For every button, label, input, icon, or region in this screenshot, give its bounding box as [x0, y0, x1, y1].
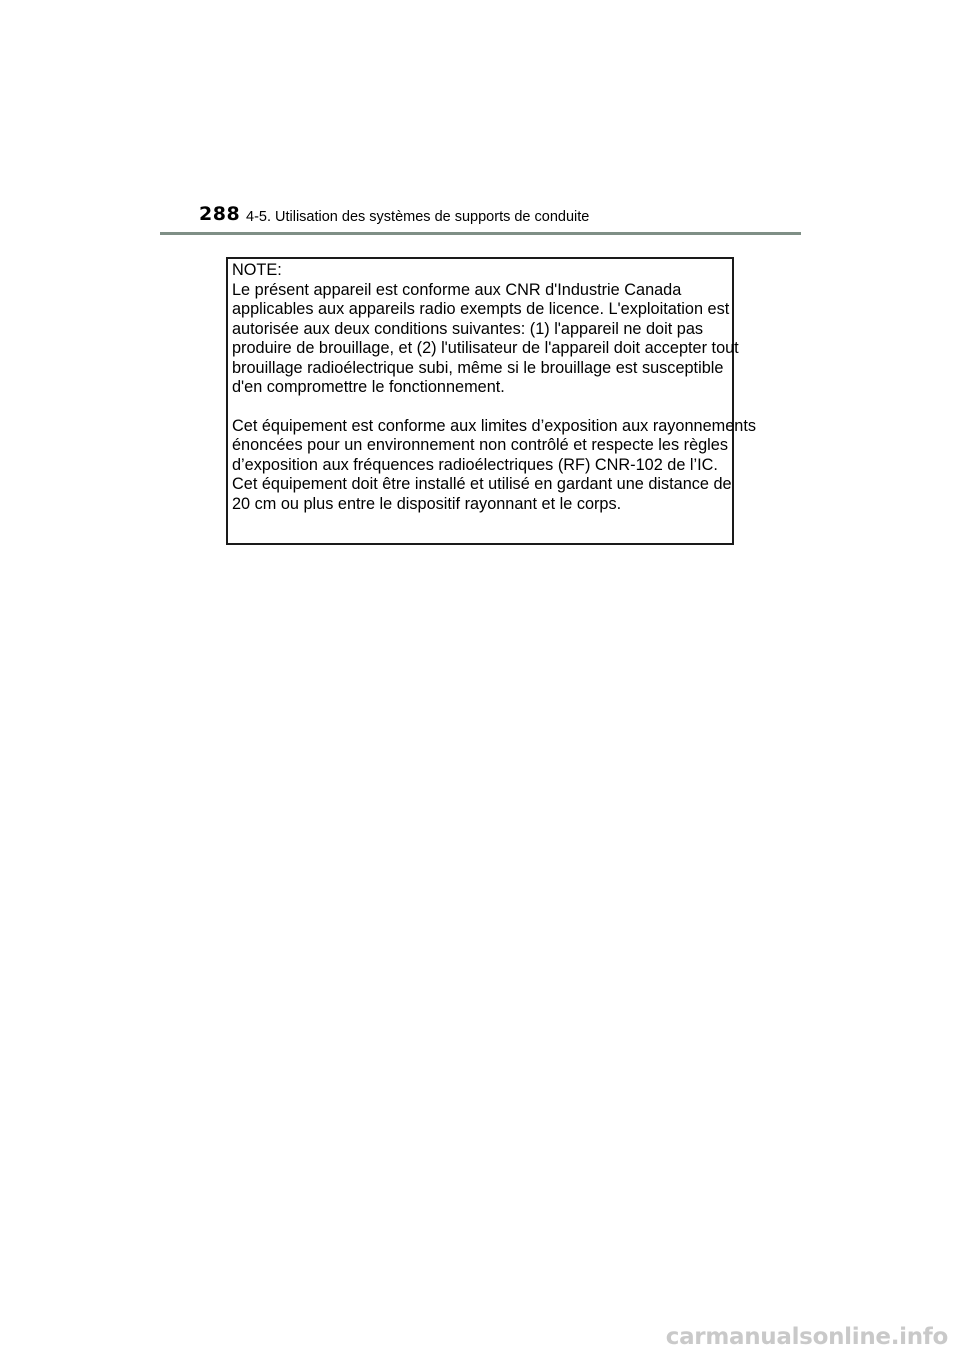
note-label: NOTE:: [232, 261, 282, 279]
regulatory-note-box: [226, 257, 756, 545]
note-text-line: 20 cm ou plus entre le dispositif rayonnant et le corps.: [232, 494, 622, 513]
note-text-line: Le présent appareil est conforme aux CNR d'Industrie Canada: [232, 280, 682, 299]
watermark: carmanualsonline.info: [665, 1324, 948, 1350]
note-text-line: d'en compromettre le fonctionnement.: [232, 378, 505, 396]
note-text-line: brouillage radioélectrique subi, même si le brouillage est susceptible: [232, 358, 724, 377]
note-text-line: d’exposition aux fréquences radioélectriques (RF) CNR-102 de l’IC.: [232, 455, 718, 474]
note-text-line: Cet équipement est conforme aux limites d’exposition aux rayonnements: [232, 416, 756, 435]
header-divider: [160, 232, 801, 235]
note-text-line: autorisée aux deux conditions suivantes: (1) l'appareil ne doit pas: [232, 319, 704, 338]
note-text-line: Cet équipement doit être installé et utilisé en gardant une distance de: [232, 475, 732, 493]
note-text-line: énoncées pour un environnement non contrôlé et respecte les règles: [232, 436, 728, 454]
note-text-line: produire de brouillage, et (2) l'utilisateur de l'appareil doit accepter tout: [232, 339, 739, 357]
page-number: 288: [199, 203, 241, 225]
note-text-line: applicables aux appareils radio exempts de licence. L'exploitation est: [232, 300, 730, 318]
paragraph-spacer: [232, 398, 732, 417]
section-title: 4-5. Utilisation des systèmes de supports de conduite: [246, 209, 590, 225]
